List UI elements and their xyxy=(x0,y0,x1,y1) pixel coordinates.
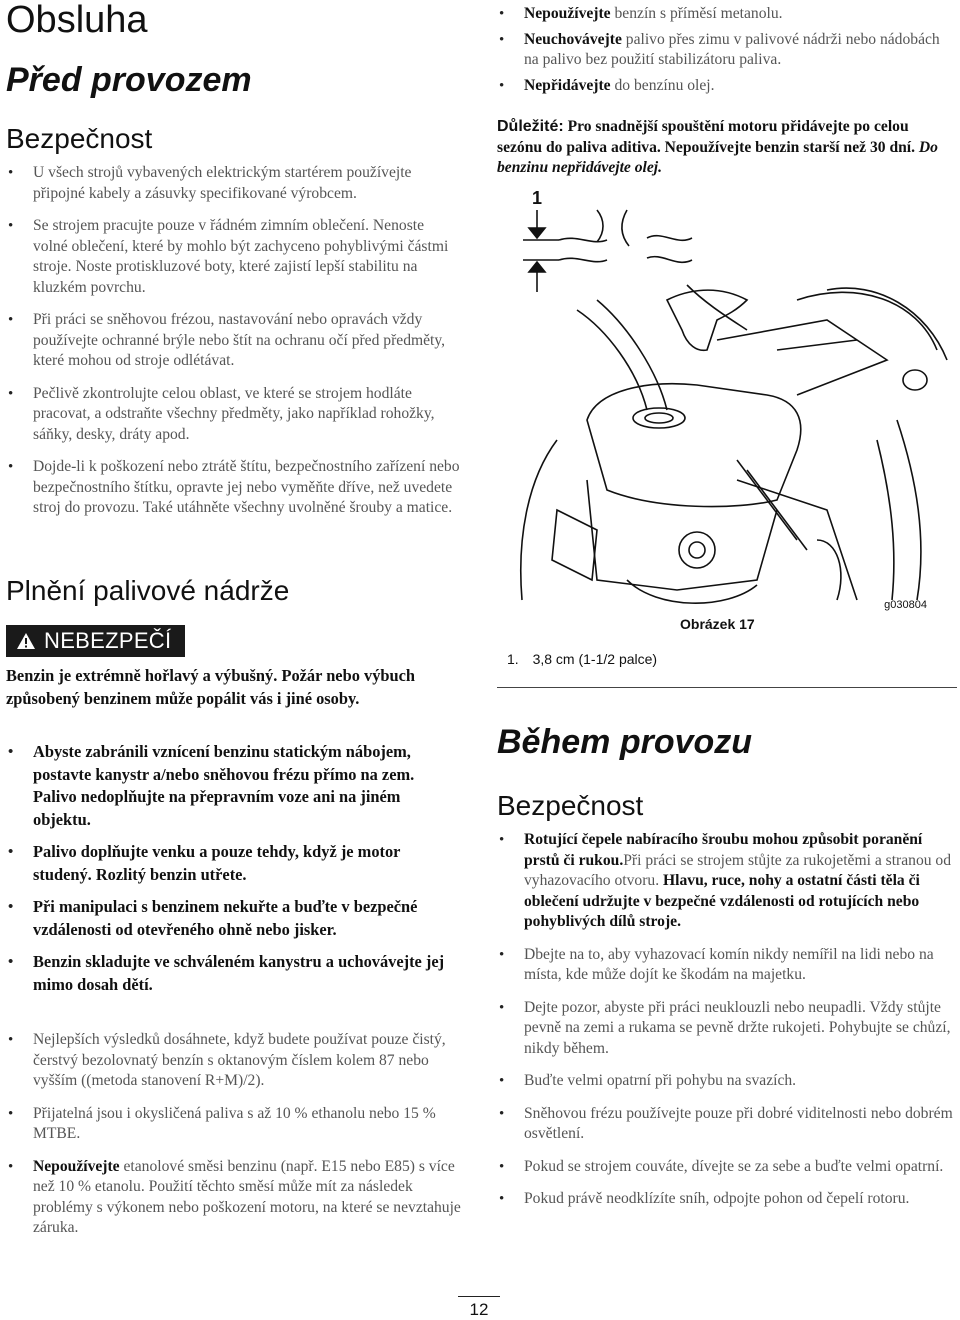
list-item-text: Při práci se strojem stůjte za rukojetěmi a stranou od vyhazovacího otvoru. xyxy=(524,851,952,889)
list-item-text: Pokud se strojem couváte, dívejte se za sebe a buďte velmi opatrní. xyxy=(524,1157,944,1175)
list-item xyxy=(497,76,955,97)
list-item-bold: Nepoužívejte xyxy=(33,1157,120,1175)
list-item xyxy=(497,4,955,25)
section-title-during-operation: Během provozu xyxy=(497,723,753,761)
list-item xyxy=(497,1157,953,1178)
list-item: • Při práci se sněhovou frézou, nastavování nebo opravách vždy používejte ochranné brýle nebo štít na ochranu očí před předměty, které mohou od stroje odlétávat. xyxy=(6,310,461,372)
list-item xyxy=(6,1030,461,1092)
list-item xyxy=(6,1104,461,1145)
page-number-rule xyxy=(458,1296,500,1297)
list-item-text: Sněhovou frézu používejte pouze při dobré viditelnosti nebo dobrém osvětlení. xyxy=(524,1104,953,1142)
list-item: • Abyste zabránili vznícení benzinu statickým nábojem, postavte kanystr a/nebo sněhovou frézu přímo na zem. Palivo nedoplňujte na přepravním voze ani na jiném objektu. xyxy=(6,741,461,831)
figure-code: g030804 xyxy=(884,599,927,611)
list-item-text: palivo přes zimu v palivové nádrži nebo nádobách na palivo bez použití stabilizátoru paliva. xyxy=(524,30,940,68)
list-item xyxy=(497,1189,953,1210)
fuel-list xyxy=(6,1030,461,1251)
important-italic: Do benzinu nepřidávejte olej. xyxy=(497,138,938,176)
list-item: • Se strojem pracujte pouze v řádném zimním oblečení. Nenoste volné oblečení, které by mohlo být zachyceno pohyblivými částmi stroje. Noste protiskluzové boty, které zajistí lepší stabilitu na kluzkém povrchu. xyxy=(6,216,461,298)
fuel-heading: Plnění palivové nádrže xyxy=(6,575,290,606)
list-item: • Palivo doplňujte venku a pouze tehdy, když je motor studený. Rozlitý benzin utřete. xyxy=(6,841,461,886)
list-item: • Benzin skladujte ve schváleném kanystru a uchovávejte jej mimo dosah dětí. xyxy=(6,951,461,996)
safety-heading-during: Bezpečnost xyxy=(497,790,644,821)
fuel-list-continued xyxy=(497,4,955,101)
important-text: Pro snadnější spouštění motoru přidávejte po celou sezónu do paliva aditiva. Nepoužívejte benzin starší než 30 dní. xyxy=(497,118,919,156)
list-item xyxy=(497,30,955,71)
list-item xyxy=(6,1157,461,1239)
page-number: 12 xyxy=(469,1300,489,1319)
list-item-text: Pokud právě neodklízíte sníh, odpojte pohon od čepelí rotoru. xyxy=(524,1190,910,1207)
figure-17 xyxy=(497,180,957,667)
list-item-bold: Neuchovávejte xyxy=(524,30,622,48)
list-item xyxy=(497,945,953,986)
danger-list xyxy=(6,741,461,1006)
danger-banner xyxy=(6,625,185,657)
figure-legend-text: 3,8 cm (1-1/2 palce) xyxy=(532,651,658,667)
list-item xyxy=(497,1071,953,1092)
figure-callout-label: 1 xyxy=(531,188,543,208)
list-item-text: Dbejte na to, aby vyhazovací komín nikdy nemířil na lidi nebo na místa, kde může dojít ke škodám na majetku. xyxy=(524,945,934,983)
list-item-text: Buďte velmi opatrní při pohybu na svazích. xyxy=(524,1072,797,1089)
section-title-before-operation: Před provozem xyxy=(6,61,252,99)
list-item-bold: Rotující čepele nabíracího šroubu mohou způsobit poranění prstů či rukou. xyxy=(524,831,923,869)
list-item xyxy=(497,830,953,933)
list-item-text: benzín s příměsí metanolu. xyxy=(610,5,783,22)
list-item: • Při manipulaci s benzinem nekuřte a buďte v bezpečné vzdálenosti od otevřeného ohně nebo jisker. xyxy=(6,896,461,941)
warning-triangle-icon xyxy=(16,632,36,650)
list-item-text: do benzínu olej. xyxy=(610,76,715,94)
figure-legend-number: 1. xyxy=(507,651,519,667)
important-label: Důležité: xyxy=(497,118,564,135)
figure-legend xyxy=(507,651,657,667)
list-item xyxy=(497,1104,953,1145)
fuel-filling-illustration xyxy=(497,180,957,620)
safety-list xyxy=(6,163,461,531)
danger-label: NEBEZPEČÍ xyxy=(44,628,172,653)
important-note xyxy=(497,117,955,179)
list-item-text: Přijatelná jsou i okysličená paliva s až 10 % ethanolu nebo 15 % MTBE. xyxy=(33,1104,436,1142)
section-divider xyxy=(497,687,957,688)
list-item-bold: Nepřidávejte xyxy=(524,76,611,94)
list-item-bold: Nepoužívejte xyxy=(524,5,611,22)
list-item-bold: Hlavu, ruce, nohy a ostatní části těla či oblečení udržujte v bezpečné vzdálenosti od rotujících nebo pohyblivých dílů stroje. xyxy=(524,872,920,930)
figure-caption: Obrázek 17 xyxy=(680,616,755,632)
list-item-text: Dejte pozor, abyste při práci neuklouzli nebo neupadli. Vždy stůjte pevně na zemi a rukama se pevně držte rukojeti. Pohybujte se chůzí, nikdy během. xyxy=(524,998,951,1057)
list-item: • Pečlivě zkontrolujte celou oblast, ve které se strojem hodláte pracovat, a odstraňte všechny předměty, jako například rohožky, sáňky, desky, dráty apod. xyxy=(6,384,461,446)
danger-text: Benzin je extrémně hořlavý a výbušný. Požár nebo výbuch způsobený benzinem může popálit vás i jiné osoby. xyxy=(6,666,416,708)
list-item: • U všech strojů vybavených elektrickým startérem používejte připojné kabely a zásuvky specifikované výrobcem. xyxy=(6,163,461,204)
list-item xyxy=(497,998,953,1060)
safety-heading: Bezpečnost xyxy=(6,123,153,154)
page-title: Obsluha xyxy=(6,0,148,41)
during-safety-list xyxy=(497,830,953,1222)
list-item-text: Nejlepších výsledků dosáhnete, když budete používat pouze čistý, čerstvý bezolovnatý benzín s oktanovým číslem kolem 87 nebo vyšším ((metoda stanovení R+M)/2). xyxy=(33,1031,446,1089)
list-item-text: etanolové směsi benzinu (např. E15 nebo E85) s více než 10 % etanolu. Použití těchto směsí může mít za následek problémy s výkonem nebo poškození motoru, na které se nevztahuje záruka. xyxy=(33,1157,461,1236)
list-item: • Dojde-li k poškození nebo ztrátě štítu, bezpečnostního zařízení nebo bezpečnostního štítku, opravte jej nebo vyměňte dříve, než uvedete stroj do provozu. Také utáhněte všechny uvolněné šrouby a matice. xyxy=(6,457,461,519)
